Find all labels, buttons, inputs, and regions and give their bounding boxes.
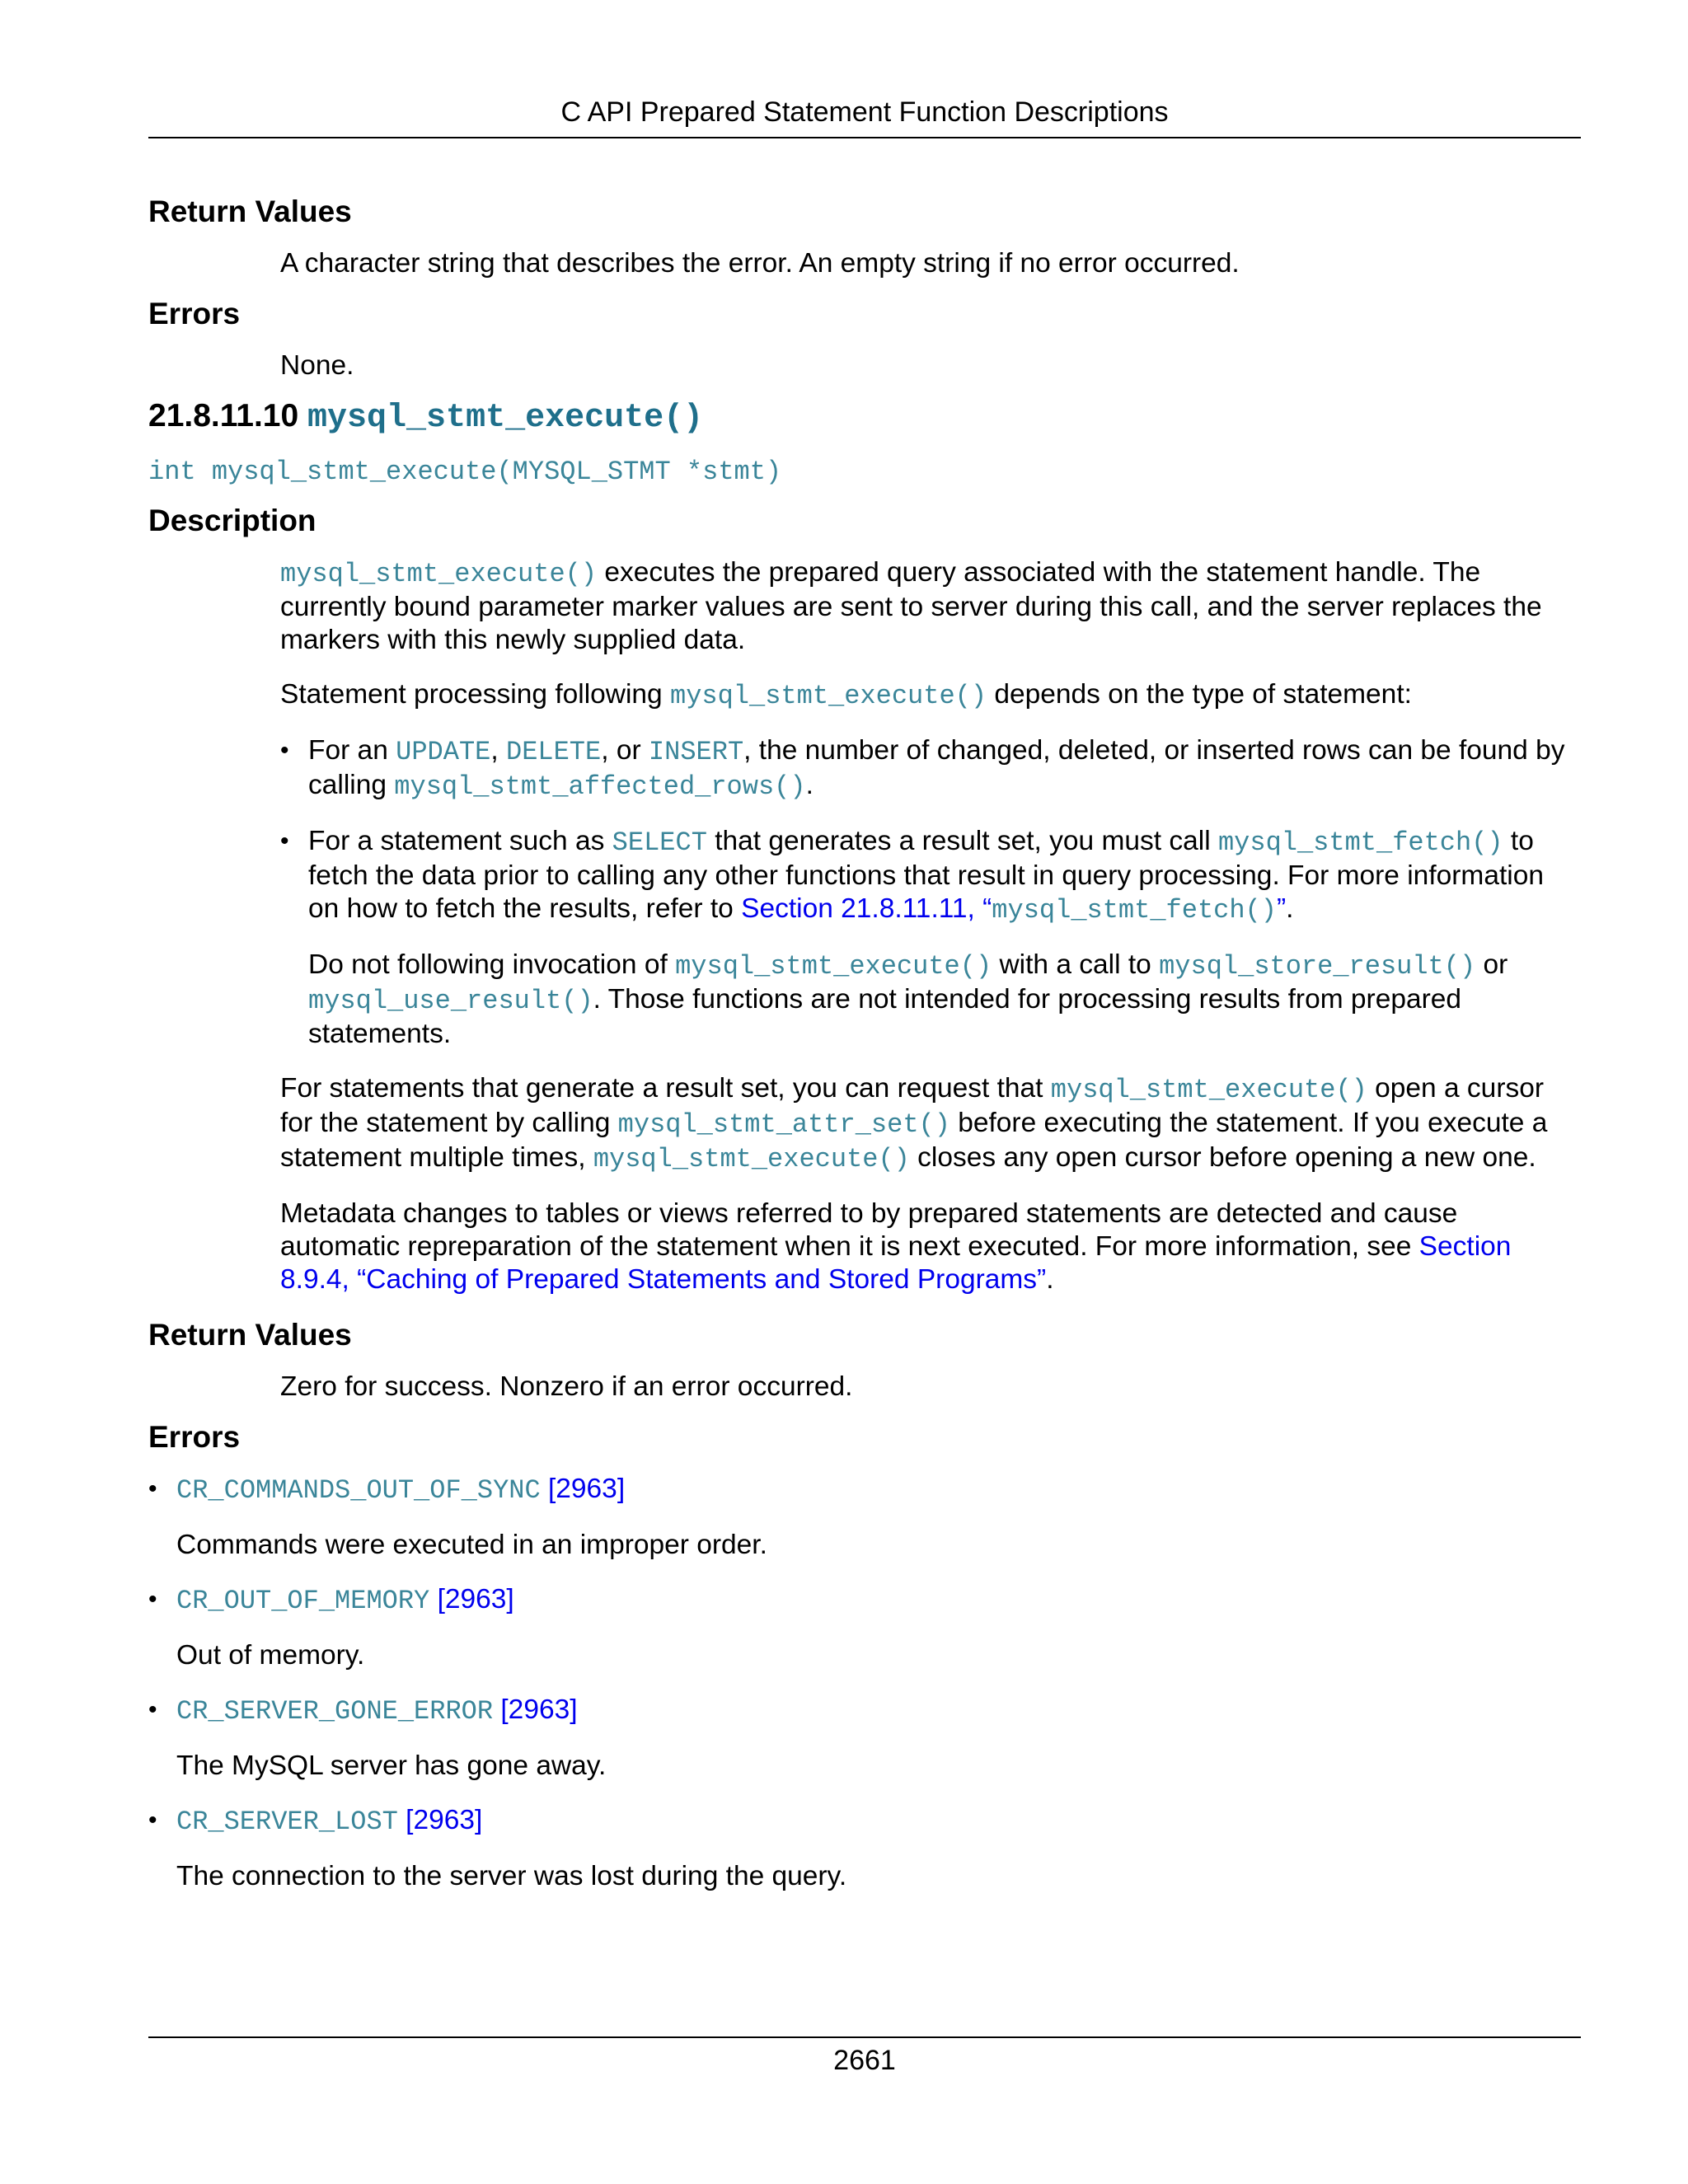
list-item [148, 1694, 1581, 1783]
page-number: 2661 [833, 2045, 896, 2076]
code-ref[interactable]: mysql_use_result() [308, 986, 593, 1016]
return-values-heading-prev: Return Values [148, 194, 352, 228]
bullet-icon: • [148, 1586, 157, 1613]
return-values-heading: Return Values [148, 1318, 352, 1352]
return-values-text-prev: A character string that describes the error. An empty string if no error occurred. [280, 248, 1240, 279]
code-ref[interactable]: mysql_stmt_execute() [1050, 1075, 1367, 1105]
code-ref[interactable]: mysql_stmt_fetch() [1217, 827, 1503, 858]
footer-rule [148, 2036, 1581, 2038]
code-ref[interactable]: mysql_stmt_execute() [593, 1144, 910, 1174]
section-link-fetch[interactable]: Section 21.8.11.11, “mysql_stmt_fetch()” [741, 893, 1287, 926]
error-ref-link[interactable]: [2963] [437, 1584, 514, 1615]
bullet-icon: • [280, 737, 289, 764]
section-number: 21.8.11.10 [148, 398, 299, 434]
bullet-note-paragraph: Do not following invocation of mysql_stmt_execute() with a call to mysql_store_result() or mysql_use_result(). Those functions are not intended for processing results from prepared statements. [308, 949, 1508, 1049]
error-description: Commands were executed in an improper order. [176, 1530, 767, 1560]
description-paragraph-4: Metadata changes to tables or views referred to by prepared statements are detected and cause automatic repreparation of the statement when it is next executed. For more information, see Section 8.9.4, “Caching of Prepared Statements and Stored Programs”. [280, 1198, 1512, 1295]
errors-heading: Errors [148, 1420, 241, 1454]
description-heading: Description [148, 504, 316, 537]
errors-text-prev: None. [280, 350, 354, 381]
code-ref[interactable]: mysql_stmt_execute() [669, 681, 987, 711]
bullet-icon: • [148, 1696, 157, 1723]
code-ref[interactable]: SELECT [612, 827, 707, 858]
bullet-icon: • [280, 827, 289, 855]
list-item [148, 1583, 1581, 1672]
page-content [148, 191, 1581, 1893]
section-title [148, 394, 1581, 441]
errors-list [148, 1473, 1581, 1893]
code-ref[interactable]: mysql_stmt_execute() [280, 559, 598, 589]
code-ref[interactable]: INSERT [648, 737, 744, 767]
return-values-text: Zero for success. Nonzero if an error occurred. [280, 1371, 853, 1402]
section-function-name: mysql_stmt_execute() [307, 400, 704, 437]
code-ref[interactable]: mysql_store_result() [1159, 951, 1476, 982]
code-ref[interactable]: UPDATE [396, 737, 491, 767]
section-link-caching[interactable]: Section 8.9.4, “Caching of Prepared Statements and Stored Programs” [280, 1231, 1512, 1295]
description-paragraph-2: Statement processing following mysql_stmt_execute() depends on the type of statement: [280, 679, 1412, 711]
code-ref[interactable]: mysql_stmt_attr_set() [617, 1109, 950, 1140]
description-paragraph-3: For statements that generate a result set, you can request that mysql_stmt_execute() open a cursor for the statement by calling mysql_stmt_attr_set() before executing the statement. If you execute a statement multiple times, mysql_stmt_execute() closes any open cursor before opening a new one. [280, 1073, 1548, 1174]
error-code[interactable]: CR_SERVER_GONE_ERROR [176, 1696, 494, 1727]
list-item [148, 1473, 1581, 1562]
error-ref-link[interactable]: [2963] [406, 1805, 483, 1835]
error-code[interactable]: CR_COMMANDS_OUT_OF_SYNC [176, 1475, 541, 1506]
header-rule [148, 137, 1581, 138]
list-item: • For a statement such as SELECT that generates a result set, you must call mysql_stmt_fetch() to fetch the data prior to calling any other functions that result in query processing. For more information on how to fetch the results, refer to Section 21.8.11.11, “mysql_stmt_fetch()”. Do not following invocation of mysql_stmt_execute() with a call to mysql_store_result() or mysql_use_result(). Those functions are not intended for processing results from prepared statements. [280, 825, 1581, 1051]
code-ref[interactable]: mysql_stmt_affected_rows() [394, 771, 806, 802]
bullet-icon: • [148, 1475, 157, 1502]
error-description: Out of memory. [176, 1640, 365, 1671]
description-body [280, 556, 1581, 1296]
error-ref-link[interactable]: [2963] [547, 1474, 626, 1504]
bullet-icon: • [148, 1807, 157, 1834]
statement-type-list [280, 734, 1581, 1051]
error-ref-link[interactable]: [2963] [500, 1694, 578, 1725]
code-ref[interactable]: DELETE [505, 737, 602, 767]
list-item [148, 1804, 1581, 1893]
list-item: • For an UPDATE, DELETE, or INSERT, the number of changed, deleted, or inserted rows can be found by calling mysql_stmt_affected_rows(). [280, 735, 1565, 802]
code-ref[interactable]: mysql_stmt_execute() [675, 951, 992, 982]
error-code[interactable]: CR_OUT_OF_MEMORY [176, 1586, 430, 1616]
error-description: The connection to the server was lost during the query. [176, 1861, 847, 1891]
description-paragraph-1: mysql_stmt_execute() executes the prepared query associated with the statement handle. The currently bound parameter marker values are sent to server during this call, and the server replaces the markers with this newly supplied data. [280, 557, 1542, 655]
page-header: C API Prepared Statement Function Descriptions [560, 96, 1169, 128]
function-prototype: int mysql_stmt_execute(MYSQL_STMT *stmt) [148, 457, 782, 487]
error-code[interactable]: CR_SERVER_LOST [176, 1807, 398, 1837]
error-description: The MySQL server has gone away. [176, 1750, 607, 1781]
errors-heading-prev: Errors [148, 297, 241, 330]
